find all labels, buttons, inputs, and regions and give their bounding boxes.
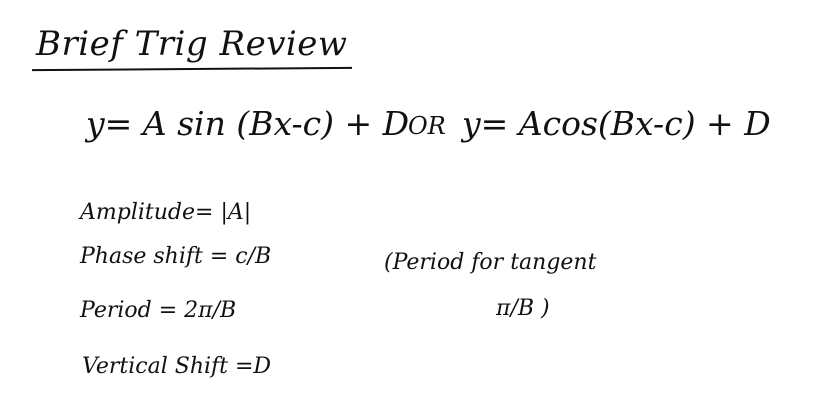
- tangent-note-line1: (Period for tangent: [384, 250, 597, 275]
- or-connector: OR: [408, 112, 446, 140]
- vertical-shift-line: Vertical Shift =D: [82, 354, 272, 379]
- amplitude-line: Amplitude= |A|: [80, 200, 252, 225]
- sine-formula: y= A sin (Bx-c) + D: [86, 104, 410, 143]
- page-title: Brief Trig Review: [36, 24, 348, 64]
- period-line: Period = 2π/B: [80, 298, 237, 323]
- title-underline: [32, 67, 352, 71]
- phase-shift-line: Phase shift = c/B: [80, 244, 272, 269]
- cosine-formula: y= Acos(Bx-c) + D: [462, 104, 771, 143]
- tangent-note-line2: π/B ): [496, 296, 550, 321]
